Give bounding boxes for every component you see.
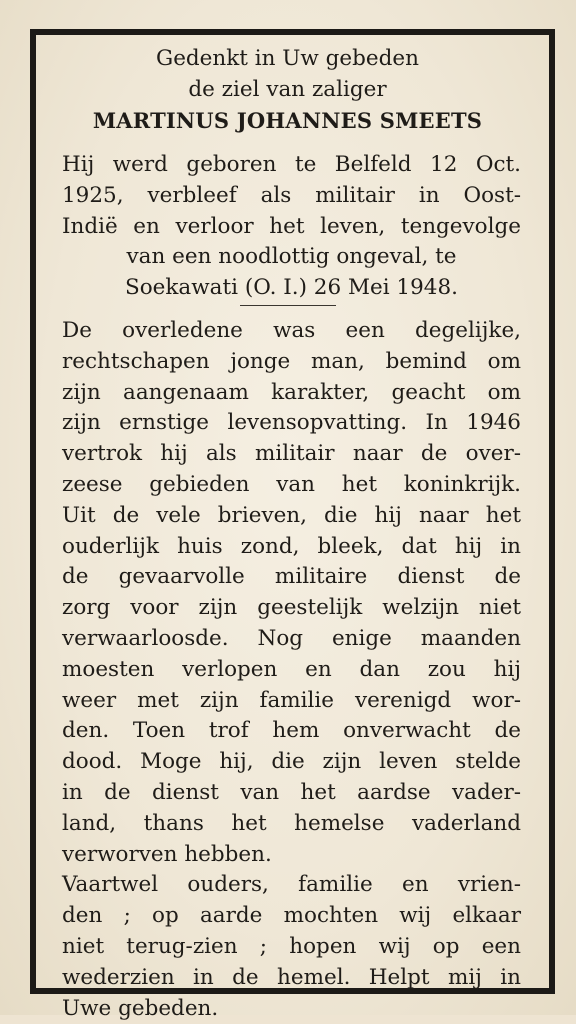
intro-line: Indië en verloor het leven, tengevolge: [62, 213, 521, 239]
body-line: den. Toen trof hem onverwacht de: [62, 718, 521, 744]
header-line-2: de ziel van zaliger: [188, 76, 387, 102]
body-line: de gevaarvolle militaire dienst de: [62, 564, 521, 590]
intro-line: Soekawati (O. I.) 26 Mei 1948.: [125, 275, 458, 301]
body-line: verwaarloosde. Nog enige maanden: [62, 625, 521, 651]
card-header: [50, 44, 525, 136]
header-line-1: Gedenkt in Uw gebeden: [156, 46, 419, 71]
body-line: rechtschapen jonge man, bemind om: [62, 348, 521, 374]
intro-line: 1925, verbleef als militair in Oost-: [62, 182, 521, 208]
body-line: niet terug-zien ; hopen wij op een: [62, 933, 521, 959]
body-line: land, thans het hemelse vaderland: [62, 810, 521, 836]
body-line: moesten verlopen en dan zou hij: [62, 656, 521, 682]
body-line: Vaartwel ouders, familie en vrien-: [62, 872, 521, 898]
body-line: wederzien in de hemel. Helpt mij in: [62, 964, 521, 990]
intro-line: van een noodlottig ongeval, te: [126, 244, 457, 270]
body-line: zijn ernstige levensopvatting. In 1946: [62, 410, 521, 436]
body-line: dood. Moge hij, die zijn leven stelde: [62, 749, 521, 775]
body-line: zijn aangenaam karakter, geacht om: [62, 379, 521, 405]
intro-line: Hij werd geboren te Belfeld 12 Oct.: [62, 152, 521, 177]
body-line: verworven hebben.: [62, 841, 272, 867]
section-divider: [240, 305, 336, 306]
body-line: weer met zijn familie verenigd wor-: [62, 687, 521, 713]
body-line: vertrok hij als militair naar de over-: [62, 441, 521, 467]
body-line: ouderlijk huis zond, bleek, dat hij in: [62, 533, 521, 559]
deceased-name: MARTINUS JOHANNES SMEETS: [92, 107, 483, 133]
body-line: den ; op aarde mochten wij elkaar: [62, 903, 521, 929]
intro-paragraph: [62, 150, 521, 304]
body-paragraph: [62, 316, 521, 1024]
body-line: zorg voor zijn geestelijk welzijn niet: [62, 595, 521, 621]
body-line: in de dienst van het aardse vader-: [62, 779, 521, 805]
body-line: Uwe gebeden.: [62, 995, 219, 1021]
body-line: De overledene was een degelijke,: [62, 318, 521, 343]
body-line: Uit de vele brieven, die hij naar het: [62, 502, 521, 528]
body-line: zeese gebieden van het koninkrijk.: [62, 471, 521, 497]
